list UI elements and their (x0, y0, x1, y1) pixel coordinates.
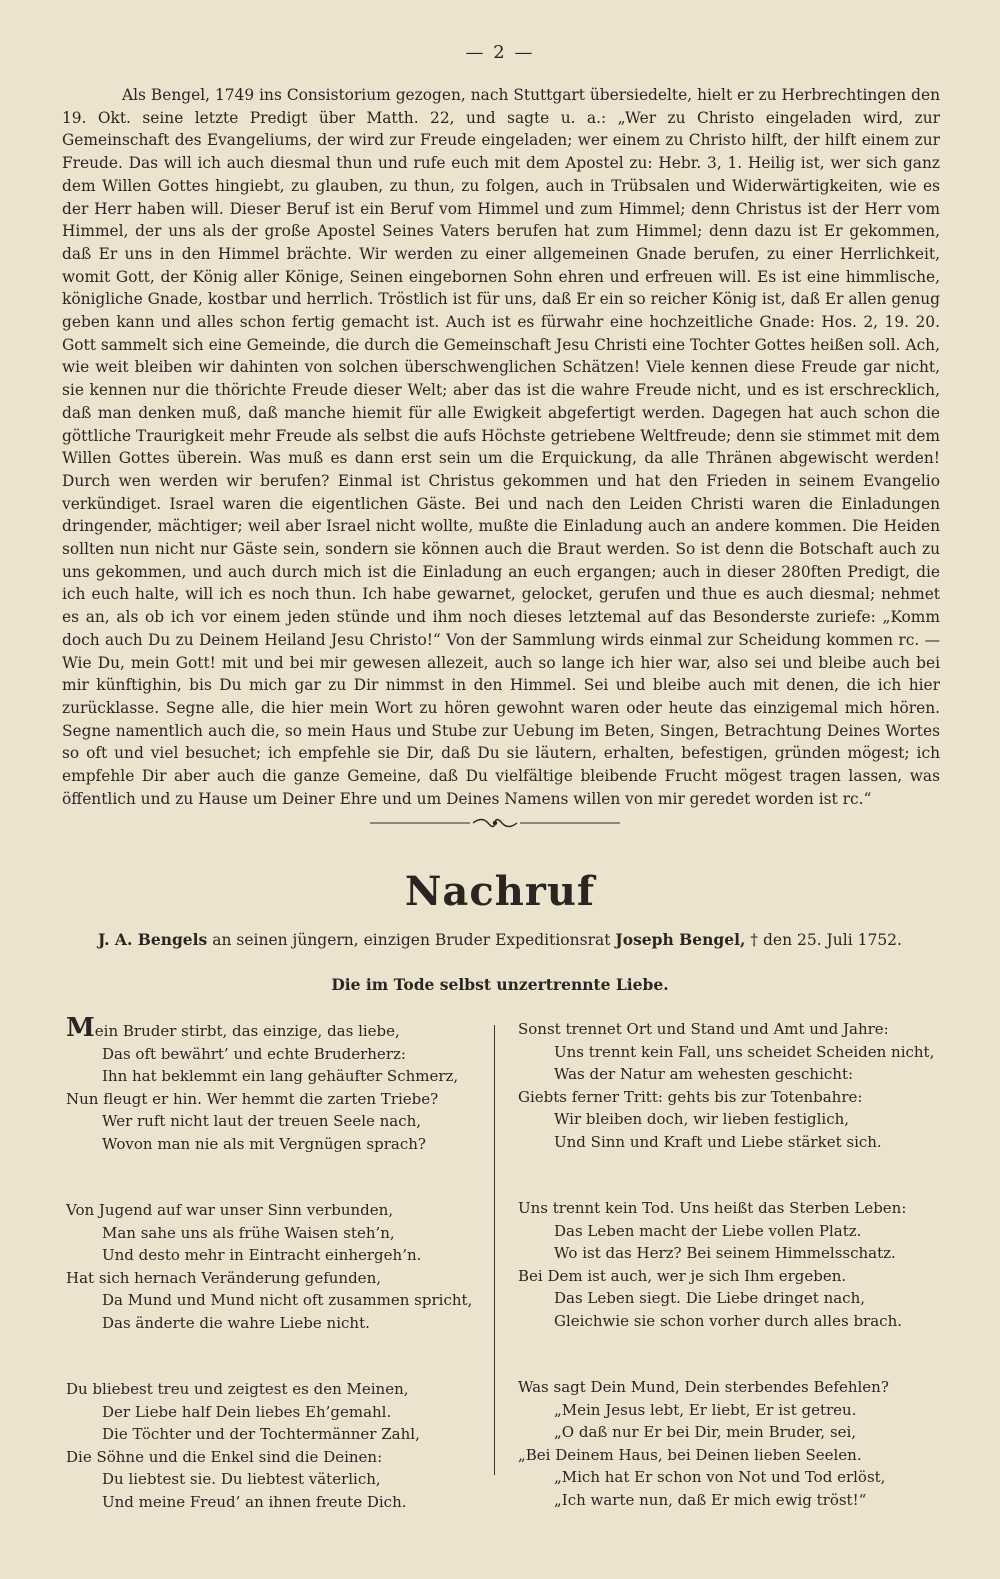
poem-line: Und desto mehr in Eintracht einhergeh’n. (102, 1246, 422, 1264)
poem-left-column (66, 1013, 486, 1557)
poem-line: Wir bleiben doch, wir lieben festiglich, (554, 1110, 850, 1128)
poem-stanza (518, 1376, 958, 1511)
poem-stanza (66, 1013, 486, 1155)
page-number: — 2 — (465, 42, 535, 63)
poem-line: Hat sich hernach Veränderung gefunden, (66, 1268, 381, 1287)
poem-line: Du liebtest sie. Du liebtest väterlich, (102, 1470, 381, 1488)
prose-paragraph: Als Bengel, 1749 ins Consistorium gezogen, nach Stuttgart übersiedelte, hielt er zu Herbrechtingen den 19. Okt. seine letzte Predigt über Matth. 22, und sagte u. a.: „Wer zu Christo eingeladen wird, zur Gemeinschaft des Evangeliums, der wird zur Freude eingeladen; wer einem zu Christo hilft, der hilft einem zur Freude. Das will ich auch diesmal thun und rufe euch mit dem Apostel zu: Hebr. 3, 1. Heilig ist, wer sich ganz dem Willen Gottes hingiebt, zu glauben, zu thun, zu folgen, auch in Trübsalen und Widerwärtigkeiten, wie es der Herr haben will. Dieser Beruf ist ein Beruf vom Himmel und zum Himmel; denn Christus ist der Herr vom Himmel, der uns als der große Apostel Seines Vaters berufen hat zum Himmel; denn dazu ist Er gekommen, daß Er uns in den Himmel brächte. Wir werden zu einer allgemeinen Gnade berufen, zu einer Herrlichkeit, womit Gott, der König aller Könige, Seinen eingebornen Sohn ehren und erfreuen will. Es ist eine himmlische, königliche Gnade, kostbar und herrlich. Tröstlich ist für uns, daß Er ein so reicher König ist, daß Er allen genug geben kann und alles schon fertig gemacht ist. Auch ist es fürwahr eine hochzeitliche Gnade: Hos. 2, 19. 20. Gott sammelt sich eine Gemeinde, die durch die Gemeinschaft Jesu Christi eine Tochter Gottes heißen soll. Ach, wie weit bleiben wir dahinten von solchen überschwenglichen Schätzen! Viele kennen diese Freude gar nicht, sie kennen nur die thörichte Freude dieser Welt; aber das ist die wahre Freude nicht, und es ist erschrecklich, daß man denken muß, daß manche hiemit für alle Ewigkeit abgefertigt werden. Dagegen hat auch schon die göttliche Traurigkeit mehr Freude als selbst die aufs Höchste getriebene Weltfreude; denn sie stimmet mit dem Willen Gottes überein. Was muß es dann erst sein um die Erquickung, da alle Thränen abgewischt werden! Durch wen werden wir berufen? Einmal ist Christus gekommen und hat den Frieden in seinem Evangelio verkündiget. Israel waren die eigentlichen Gäste. Bei und nach den Leiden Christi waren die Einladungen dringender, mächtiger; weil aber Israel nicht wollte, mußte die Einladung auch an andere kommen. Die Heiden sollten nun nicht nur Gäste sein, sondern sie können auch die Braut werden. So ist denn die Botschaft auch zu uns gekommen, und auch durch mich ist die Einladung an euch ergangen; auch in dieser 280ften Predigt, die ich euch halte, will ich es noch thun. Ich habe gewarnet, gelocket, gerufen und thue es auch diesmal; nehmet es an, als ob ich vor einem jeden stünde und ihm noch dieses letztemal auf das Besonderste zuriefe: „Komm doch auch Du zu Deinem Heiland Jesu Christo!“ Von der Sammlung wirds einmal zur Scheidung kommen rc. — Wie Du, mein Gott! mit und bei mir gewesen allezeit, auch so lange ich hier war, also sei und bleibe auch bei mir künftighin, bis Du mich gar zu Dir nimmst in den Himmel. Sei und bleibe auch mit denen, die ich hier zurücklasse. Segne alle, die hier mein Wort zu hören gewohnt waren oder heute das einzigemal mich hören. Segne namentlich auch die, so mein Haus und Stube zur Uebung im Beten, Singen, Betrachtung Deines Wortes so oft und viel besuchet; ich empfehle sie Dir, daß Du sie läutern, erhalten, befestigen, gründen mögest; ich empfehle Dir aber auch die ganze Gemeine, daß Du vielfältige bleibende Frucht mögest tragen lassen, was öffentlich und zu Hause um Deiner Ehre und um Deines Namens willen von mir geredet worden ist rc.“ (62, 86, 940, 808)
poem-line: Das änderte die wahre Liebe nicht. (102, 1313, 370, 1332)
poem-line: Nun fleugt er hin. Wer hemmt die zarten Triebe? (66, 1089, 439, 1108)
poem-line: Uns trennt kein Tod. Uns heißt das Sterben Leben: (518, 1199, 907, 1217)
poem-line: Das oft bewährt’ und echte Bruderherz: (102, 1044, 406, 1063)
column-rule (494, 1025, 495, 1475)
poem-right-column (518, 1018, 958, 1555)
ornament-divider (370, 814, 620, 832)
poem-stanza (518, 1018, 958, 1153)
poem-line: Du bliebest treu und zeigtest es den Meinen, (66, 1380, 409, 1398)
poem-line: Was sagt Dein Mund, Dein sterbendes Befehlen? (518, 1378, 889, 1396)
poem-line: Wer ruft nicht laut der treuen Seele nach, (102, 1112, 422, 1130)
poem-line: Die Töchter und der Tochtermänner Zahl, (102, 1425, 420, 1443)
poem-line-text: ein Bruder stirbt, das einzige, das liebe, (94, 1022, 400, 1040)
poem-line: Uns trennt kein Fall, uns scheidet Scheiden nicht, (554, 1042, 935, 1061)
author-name: J. A. Bengels (98, 930, 208, 949)
poem-line: „Mein Jesus lebt, Er liebt, Er ist getreu. (554, 1400, 857, 1419)
poem-stanza (518, 1197, 958, 1332)
poem-stanza (66, 1378, 486, 1513)
poem-line: Das Leben macht der Liebe vollen Platz. (554, 1221, 862, 1240)
poem-line: Und meine Freud’ an ihnen freute Dich. (102, 1492, 407, 1511)
poem-line: Wovon man nie als mit Vergnügen sprach? (102, 1134, 426, 1153)
drop-cap-letter: M (66, 1013, 95, 1043)
poem-line: „Bei Deinem Haus, bei Deinen lieben Seelen. (518, 1445, 862, 1464)
poem-line: Da Mund und Mund nicht oft zusammen spricht, (102, 1291, 473, 1309)
poem-line: Wo ist das Herz? Bei seinem Himmelsschatz. (554, 1244, 896, 1262)
poem-line: Von Jugend auf war unser Sinn verbunden, (66, 1201, 394, 1219)
poem-line: Sonst trennet Ort und Stand und Amt und Jahre: (518, 1020, 889, 1038)
poem-line: Man sahe uns als frühe Waisen steh’n, (102, 1223, 395, 1242)
poem-line: Gleichwie sie schon vorher durch alles brach. (554, 1311, 902, 1330)
poem-line: Ihn hat beklemmt ein lang gehäufter Schmerz, (102, 1067, 459, 1085)
death-date: † den 25. Juli 1752. (745, 931, 902, 949)
poem-line: Das Leben siegt. Die Liebe dringet nach, (554, 1289, 866, 1307)
poem-title: Die im Tode selbst unzertrennte Liebe. (331, 975, 669, 994)
poem-line: Was der Natur am wehesten geschicht: (554, 1065, 854, 1083)
subtitle-text: an seinen jüngern, einzigen Bruder Expeditionsrat (207, 931, 616, 949)
poem-line: „O daß nur Er bei Dir, mein Bruder, sei, (554, 1423, 857, 1441)
sermon-text (62, 84, 940, 811)
poem-line: Bei Dem ist auch, wer je sich Ihm ergeben. (518, 1266, 847, 1285)
deceased-name: Joseph Bengel, (615, 930, 746, 949)
nachruf-subtitle (60, 930, 940, 949)
poem-stanza (66, 1199, 486, 1334)
poem-line (66, 1013, 486, 1043)
poem-line: Die Söhne und die Enkel sind die Deinen: (66, 1447, 383, 1466)
poem-line: Und Sinn und Kraft und Liebe stärket sich. (554, 1132, 882, 1151)
poem-line: Der Liebe half Dein liebes Eh’gemahl. (102, 1402, 392, 1421)
poem-line: „Mich hat Er schon von Not und Tod erlöst, (554, 1468, 886, 1486)
poem-line: Giebts ferner Tritt: gehts bis zur Totenbahre: (518, 1087, 863, 1106)
poem-line: „Ich warte nun, daß Er mich ewig tröst!“ (554, 1490, 867, 1509)
nachruf-title: Nachruf (404, 868, 596, 915)
